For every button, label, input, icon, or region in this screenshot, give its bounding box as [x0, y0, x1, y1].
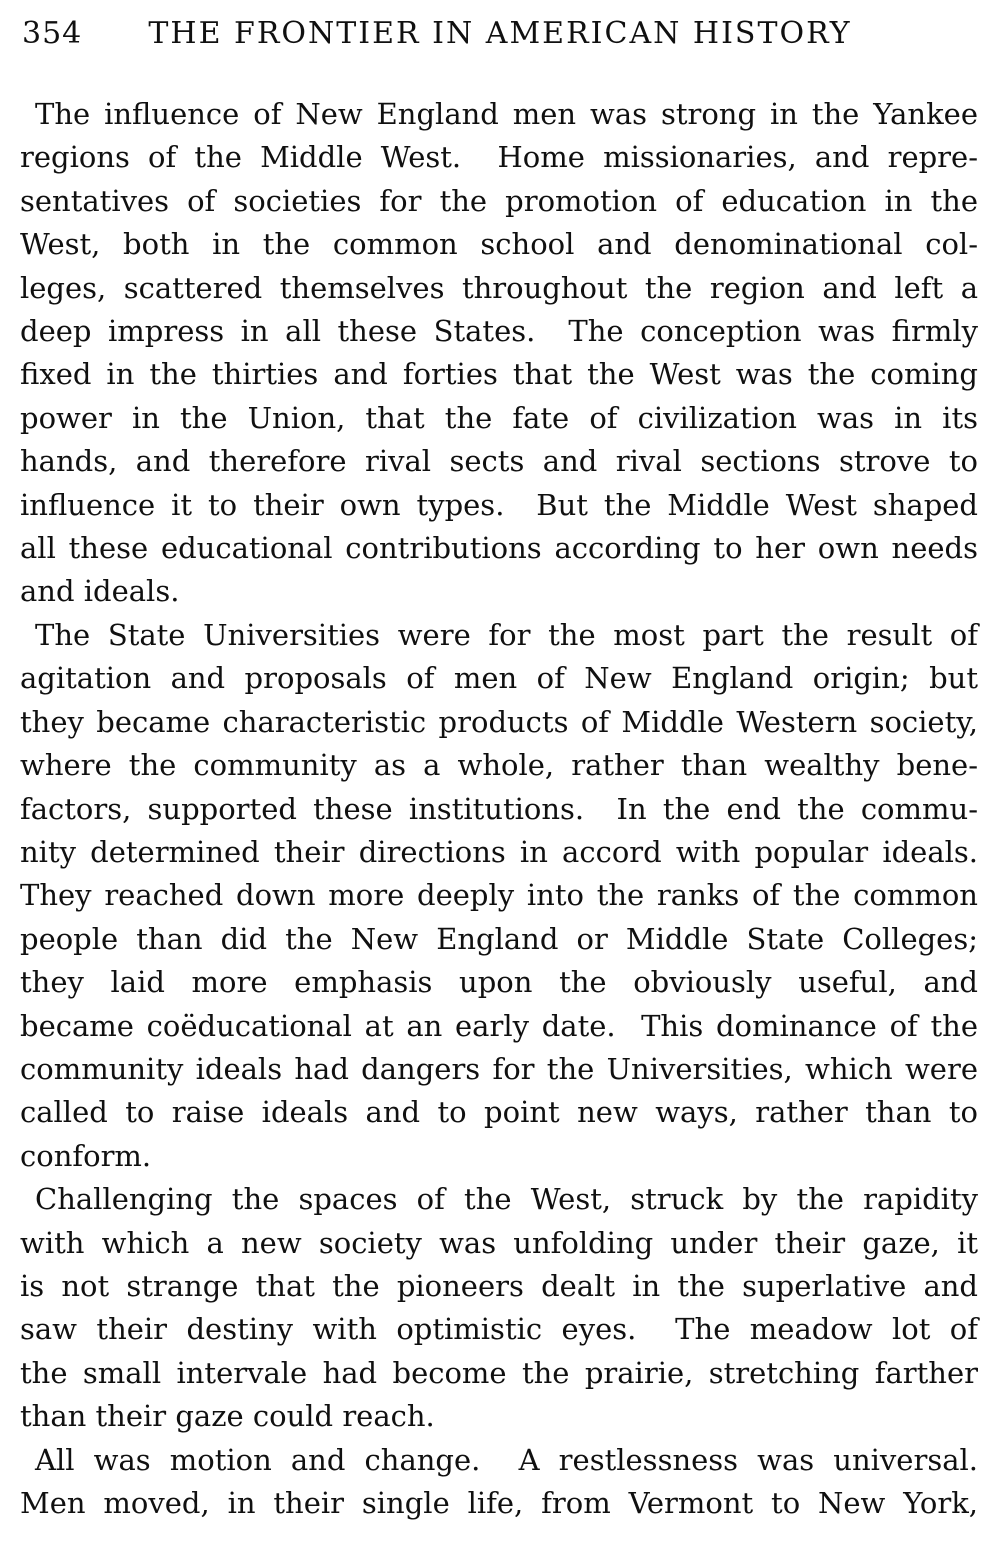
text-line: conform. [20, 1138, 152, 1173]
text-line: became coëducational at an early date. This dominance of the [20, 1008, 978, 1043]
text-line: fixed in the thirties and forties that the West was the coming [20, 357, 978, 392]
paragraph [20, 614, 978, 1178]
text-line: regions of the Middle West. Home missionaries, and repre- [20, 140, 978, 175]
text-line: saw their destiny with optimistic eyes. The meadow lot of [20, 1312, 978, 1347]
text-line: where the community as a whole, rather than wealthy bene- [20, 748, 978, 783]
text-line: than their gaze could reach. [20, 1399, 435, 1434]
text-line: Challenging the spaces of the West, struck by the rapidity [35, 1182, 978, 1217]
running-title: THE FRONTIER IN AMERICAN HISTORY [148, 16, 852, 51]
text-line: community ideals had dangers for the Universities, which were [20, 1051, 978, 1086]
text-line: the small intervale had become the prairie, stretching farther [20, 1355, 978, 1390]
text-line: power in the Union, that the fate of civilization was in its [20, 400, 978, 435]
page-number: 354 [22, 16, 83, 51]
text-line: sentatives of societies for the promotion of education in the [20, 183, 978, 218]
text-line: and ideals. [20, 574, 180, 609]
paragraph [20, 1178, 978, 1438]
text-line: nity determined their directions in accord with popular ideals. [20, 834, 978, 869]
text-line: called to raise ideals and to point new ways, rather than to [20, 1095, 978, 1130]
text-line: Men moved, in their single life, from Vermont to New York, [20, 1486, 978, 1520]
text-line: all these educational contributions according to her own needs [20, 531, 978, 566]
text-line: The influence of New England men was strong in the Yankee [35, 97, 978, 131]
text-line: leges, scattered themselves throughout the region and left a [20, 270, 978, 305]
page-header [0, 14, 1000, 54]
text-line: All was motion and change. A restlessness was universal. [35, 1442, 978, 1477]
paragraph [20, 93, 978, 614]
text-line: factors, supported these institutions. In the end the commu- [20, 791, 978, 826]
text-line: hands, and therefore rival sects and rival sections strove to [20, 444, 978, 479]
text-line: The State Universities were for the most part the result of [35, 617, 978, 652]
text-line: with which a new society was unfolding under their gaze, it [20, 1225, 978, 1260]
text-line: agitation and proposals of men of New England origin; but [20, 661, 978, 696]
text-line: people than did the New England or Middle State Colleges; [20, 921, 978, 956]
text-line: they laid more emphasis upon the obviously useful, and [20, 965, 978, 1000]
text-line: is not strange that the pioneers dealt in the superlative and [20, 1268, 978, 1303]
text-line: West, both in the common school and denominational col- [20, 227, 978, 262]
text-line: they became characteristic products of Middle Western society, [20, 704, 978, 739]
paragraph [20, 1439, 978, 1526]
text-line: deep impress in all these States. The conception was firmly [20, 314, 978, 349]
text-line: They reached down more deeply into the ranks of the common [20, 878, 978, 913]
text-line: influence it to their own types. But the Middle West shaped [20, 487, 978, 522]
page-body [20, 93, 978, 1525]
